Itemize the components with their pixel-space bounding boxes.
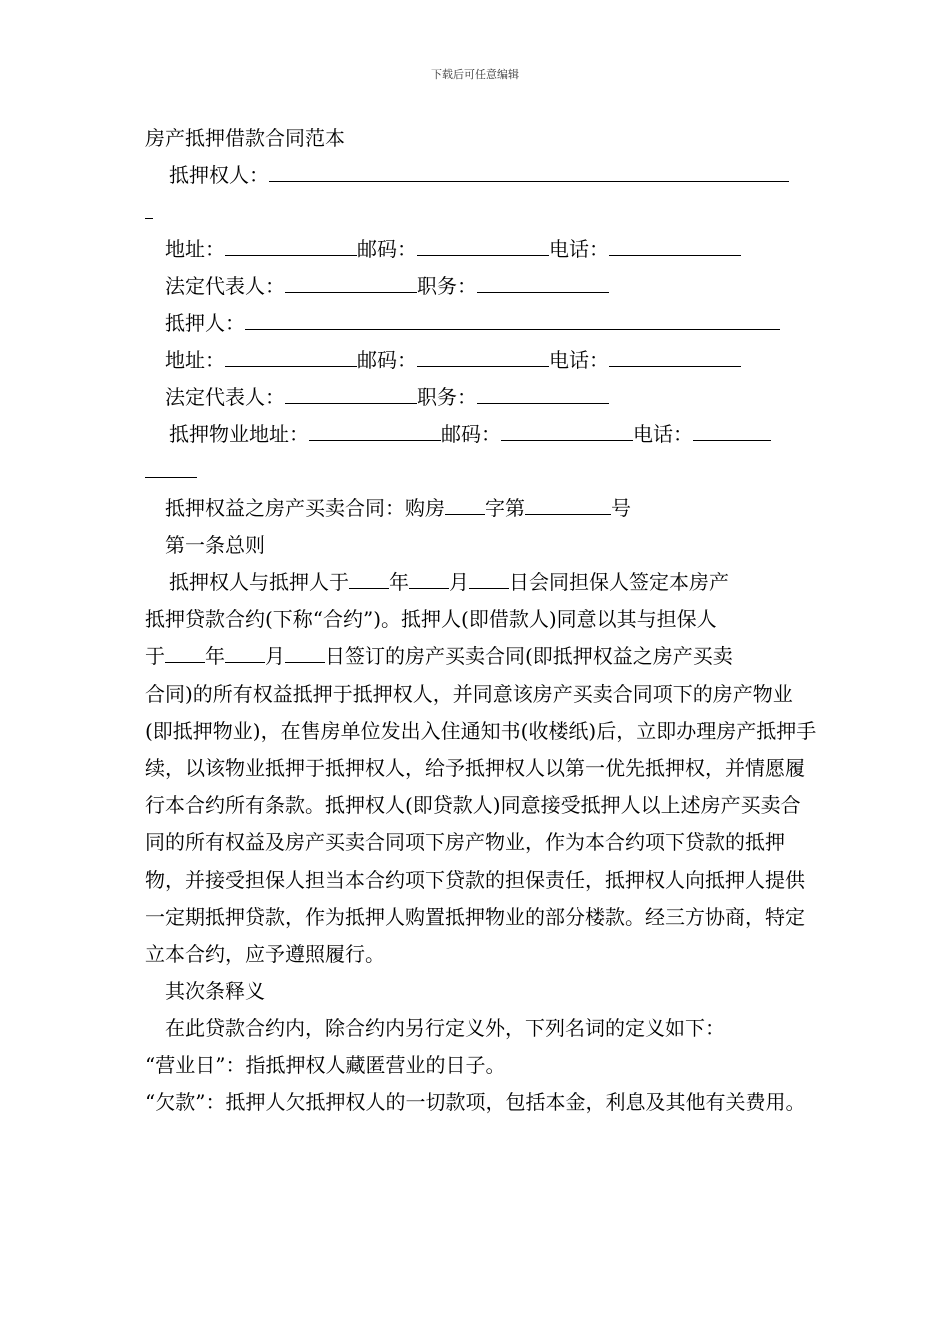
legal-rep-label: 法定代表人： bbox=[165, 274, 285, 298]
property-address-label: 抵押物业地址： bbox=[169, 422, 309, 446]
mortgagee-postcode-blank[interactable] bbox=[417, 233, 549, 256]
month-label: 月 bbox=[265, 644, 285, 669]
mortgagor-postcode-blank[interactable] bbox=[417, 344, 549, 367]
year-label: 年 bbox=[389, 570, 409, 594]
mortgagor-address-blank[interactable] bbox=[225, 344, 357, 367]
property-phone-blank-continued[interactable] bbox=[145, 455, 197, 478]
postcode-label: 邮码： bbox=[357, 237, 417, 261]
mortgagor-rep-line bbox=[145, 379, 820, 416]
mortgagor-line bbox=[145, 305, 820, 342]
definition-debt: “欠款”：抵押人欠抵押权人的一切款项，包括本金，利息及其他有关费用。 bbox=[145, 1090, 806, 1115]
mortgagee-blank-wrap bbox=[145, 194, 820, 231]
article-2-title: 其次条释义 bbox=[165, 979, 265, 1004]
mortgagee-rep-blank[interactable] bbox=[285, 270, 417, 293]
contract-hao: 号 bbox=[611, 496, 631, 520]
address-label: 地址： bbox=[165, 348, 225, 372]
sign-year-blank[interactable] bbox=[349, 566, 389, 589]
property-postcode-blank[interactable] bbox=[501, 418, 633, 441]
document-body bbox=[145, 120, 820, 1121]
article-1-title: 第一条总则 bbox=[165, 533, 265, 557]
text-fragment: 抵押贷款合约(下称“合约”)。抵押人(即借款人)同意以其与担保人 bbox=[145, 607, 717, 632]
phone-label: 电话： bbox=[549, 237, 609, 261]
postcode-label: 邮码： bbox=[357, 348, 417, 372]
phone-label: 电话： bbox=[633, 422, 693, 446]
text-fragment: 抵押权人与抵押人于 bbox=[169, 570, 349, 594]
position-label: 职务： bbox=[417, 385, 477, 409]
sign-day-blank[interactable] bbox=[469, 566, 509, 589]
text-fragment: 日会同担保人签定本房产 bbox=[509, 570, 729, 594]
mortgagee-address-blank[interactable] bbox=[225, 233, 357, 256]
phone-label: 电话： bbox=[549, 348, 609, 372]
mortgagee-position-blank[interactable] bbox=[477, 270, 609, 293]
article-1-paragraph bbox=[145, 564, 820, 973]
sign-month-blank[interactable] bbox=[409, 566, 449, 589]
mortgagee-phone-blank[interactable] bbox=[609, 233, 741, 256]
purchase-month-blank[interactable] bbox=[225, 640, 265, 663]
mortgagor-address-line bbox=[145, 342, 820, 379]
purchase-year-blank[interactable] bbox=[165, 640, 205, 663]
mortgagee-blank[interactable] bbox=[269, 159, 789, 182]
contract-line bbox=[145, 490, 820, 527]
text-fragment: 合同)的所有权益抵押于抵押权人，并同意该房产买卖合同项下的房产物业(即抵押物业)，在售房单位发出入住通知书(收楼纸)后，立即办理房产抵押手续，以该物业抵押于抵押权人，给予抵押权人以第一优先抵押权，并情愿履行本合约所有条款。抵押权人(即贷款人)同意接受抵押人以上述房产买卖合同的所有权益及房产买卖合同项下房产物业，作为本合约项下贷款的抵押物，并接受担保人担当本合约项下贷款的担保责任，抵押权人向抵押人提供一定期抵押贷款，作为抵押人购置抵押物业的部分楼款。经三方协商，特定立本合约，应予遵照履行。 bbox=[145, 681, 817, 967]
mortgagor-rep-blank[interactable] bbox=[285, 381, 417, 404]
contract-number-blank[interactable] bbox=[525, 492, 611, 515]
mortgagor-blank[interactable] bbox=[245, 307, 780, 330]
address-label: 地址： bbox=[165, 237, 225, 261]
text-fragment: 于 bbox=[145, 644, 165, 669]
article-2-intro: 在此贷款合约内，除合约内另行定义外，下列名词的定义如下： bbox=[165, 1016, 725, 1041]
position-label: 职务： bbox=[417, 274, 477, 298]
legal-rep-label: 法定代表人： bbox=[165, 385, 285, 409]
contract-label: 抵押权益之房产买卖合同：购房 bbox=[165, 496, 445, 520]
document-title: 房产抵押借款合同范本 bbox=[145, 126, 345, 150]
mortgagee-label: 抵押权人： bbox=[169, 163, 269, 187]
purchase-day-blank[interactable] bbox=[285, 640, 325, 663]
text-fragment: 日签订的房产买卖合同(即抵押权益之房产买卖 bbox=[325, 644, 733, 669]
definition-business-day: “营业日”：指抵押权人藏匿营业的日子。 bbox=[145, 1053, 506, 1078]
mortgagee-blank-continued[interactable] bbox=[145, 196, 153, 219]
property-phone-blank[interactable] bbox=[693, 418, 771, 441]
property-address-blank[interactable] bbox=[309, 418, 441, 441]
postcode-label: 邮码： bbox=[441, 422, 501, 446]
month-label: 月 bbox=[449, 570, 469, 594]
property-address-line bbox=[145, 416, 820, 453]
year-label: 年 bbox=[205, 644, 225, 669]
mortgagor-position-blank[interactable] bbox=[477, 381, 609, 404]
mortgagee-rep-line bbox=[145, 268, 820, 305]
contract-prefix-blank[interactable] bbox=[445, 492, 485, 515]
header-note: 下载后可任意编辑 bbox=[431, 68, 519, 81]
mortgagor-label: 抵押人： bbox=[165, 311, 245, 335]
mortgagee-line bbox=[145, 157, 820, 194]
contract-zi: 字第 bbox=[485, 496, 525, 520]
mortgagor-phone-blank[interactable] bbox=[609, 344, 741, 367]
mortgagee-address-line bbox=[145, 231, 820, 268]
property-phone-wrap bbox=[145, 453, 820, 490]
